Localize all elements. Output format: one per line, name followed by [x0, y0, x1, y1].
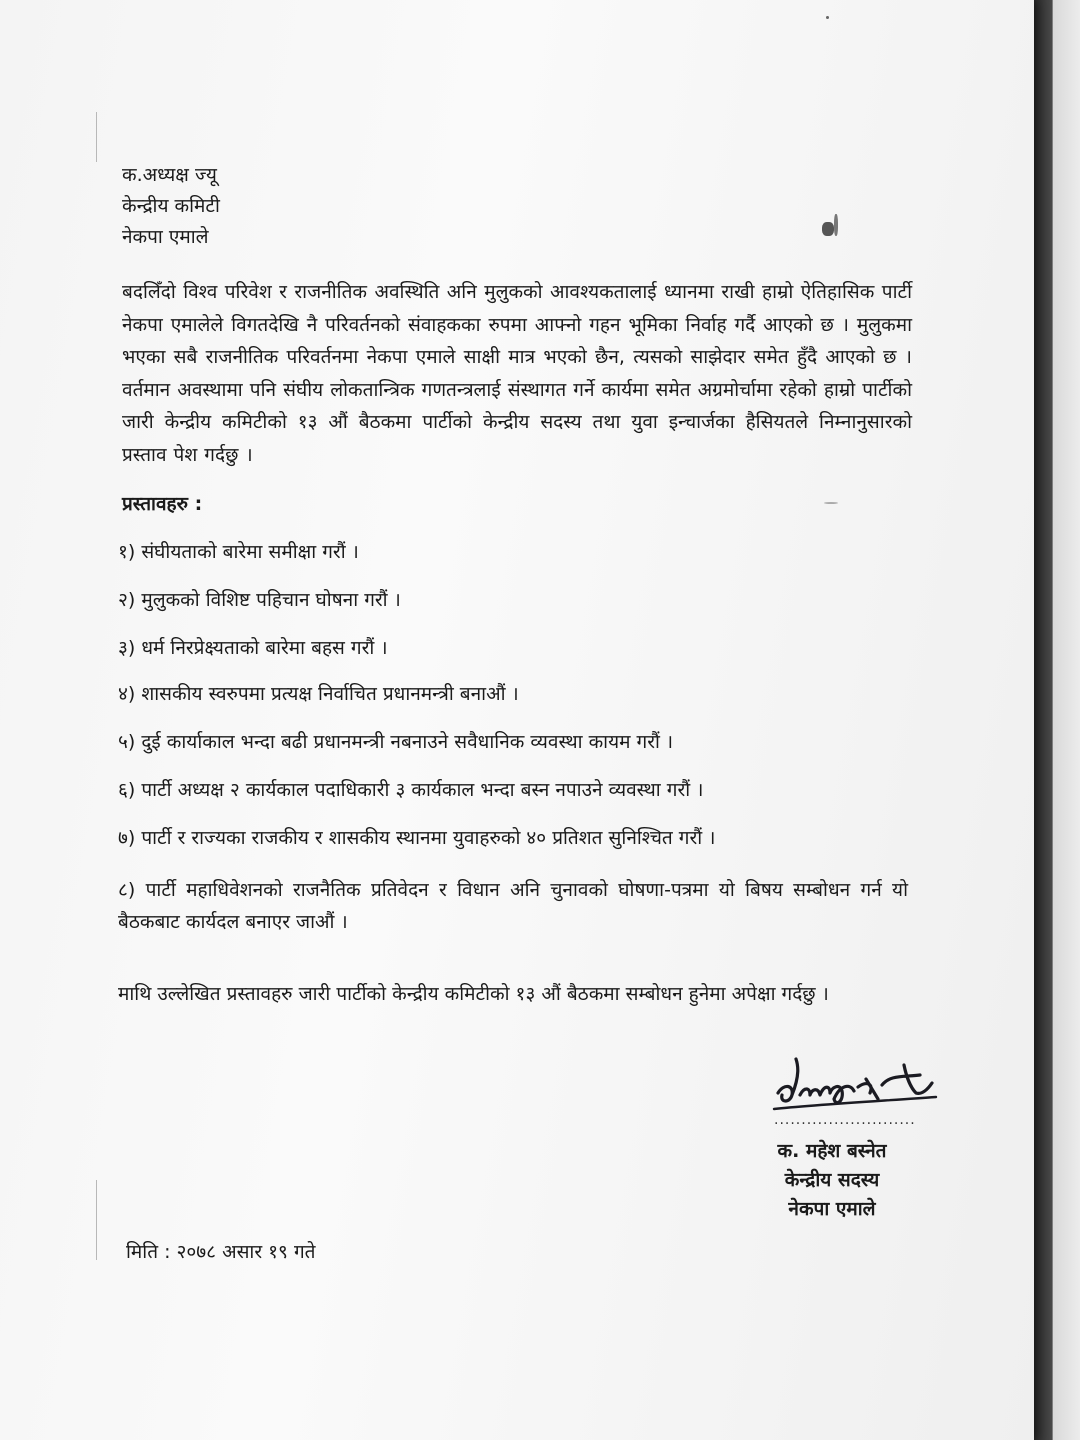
addressee-block — [122, 160, 220, 253]
date-line: मिति : २०७८ असार १९ गते — [126, 1241, 316, 1263]
signature-dotted-line: .......................... — [774, 1112, 916, 1128]
proposal-item: ८) पार्टी महाधिवेशनको राजनैतिक प्रतिवेदन र विधान अनि चुनावको घोषणा-पत्रमा यो बिषय सम्बोधन गर्न यो बैठकबाट कार्यदल बनाएर जाऔं । — [118, 879, 908, 933]
paper-speck — [834, 214, 838, 236]
adjacent-page-edge — [1034, 0, 1080, 1440]
signatory-name: क. महेश बस्नेत — [777, 1140, 887, 1162]
signatory-title: केन्द्रीय सदस्य — [784, 1169, 880, 1191]
addressee-line: क.अध्यक्ष ज्यू — [122, 164, 217, 186]
proposal-item: ७) पार्टी र राज्यका राजकीय र शासकीय स्थानमा युवाहरुको ४० प्रतिशत सुनिश्चित गरौं । — [118, 827, 716, 849]
proposal-item: ६) पार्टी अध्यक्ष २ कार्यकाल पदाधिकारी ३ कार्यकाल भन्दा बस्न नपाउने व्यवस्था गरौं । — [118, 779, 704, 801]
addressee-line: केन्द्रीय कमिटी — [122, 195, 220, 217]
addressee-line: नेकपा एमाले — [122, 226, 209, 248]
body-paragraph: बदलिँदो विश्व परिवेश र राजनीतिक अवस्थिति अनि मुलुकको आवश्यकतालाई ध्यानमा राखी हाम्रो ऐतिहासिक पार्टी नेकपा एमालेले विगतदेखि नै परिवर्तनको संवाहकका रुपमा आफ्नो गहन भूमिका निर्वाह गर्दै आएको छ । मुलुकमा भएका सबै राजनीतिक परिवर्तनमा नेकपा एमाले साक्षी मात्र भएको छैन, त्यसको साझेदार समेत हुँदै आएको छ । वर्तमान अवस्थामा पनि संघीय लोकतान्त्रिक गणतन्त्रलाई संस्थागत गर्ने कार्यमा समेत अग्रमोर्चामा रहेको हाम्रो पार्टीको जारी केन्द्रीय कमिटीको १३ औं बैठकमा पार्टीको केन्द्रीय सदस्य तथा युवा इन्चार्जका हैसियतले निम्नानुसारको प्रस्ताव पेश गर्दछु । — [122, 281, 912, 466]
signatory-party: नेकपा एमाले — [788, 1198, 876, 1220]
paper-speck — [824, 502, 838, 504]
proposal-item: २) मुलुकको विशिष्ट पहिचान घोषना गरौं । — [118, 589, 401, 611]
proposal-item: १) संघीयताको बारेमा समीक्षा गरौं । — [118, 541, 359, 563]
proposals-heading: प्रस्तावहरु : — [122, 493, 203, 515]
proposal-item: ४) शासकीय स्वरुपमा प्रत्यक्ष निर्वाचित प्रधानमन्त्री बनाऔं । — [118, 683, 519, 705]
signature-block — [752, 1137, 912, 1224]
paper-speck — [826, 16, 829, 19]
proposal-item: ५) दुई कार्याकाल भन्दा बढी प्रधानमन्त्री नबनाउने सवैधानिक व्यवस्था कायम गरौं । — [118, 731, 674, 753]
proposal-item: ३) धर्म निरप्रेक्ष्यताको बारेमा बहस गरौं । — [118, 637, 388, 659]
margin-mark — [96, 112, 97, 162]
margin-mark — [96, 1180, 97, 1260]
closing-paragraph: माथि उल्लेखित प्रस्तावहरु जारी पार्टीको केन्द्रीय कमिटीको १३ औं बैठकमा सम्बोधन हुनेमा अपेक्षा गर्दछु । — [118, 983, 829, 1005]
paper-speck — [822, 222, 834, 236]
